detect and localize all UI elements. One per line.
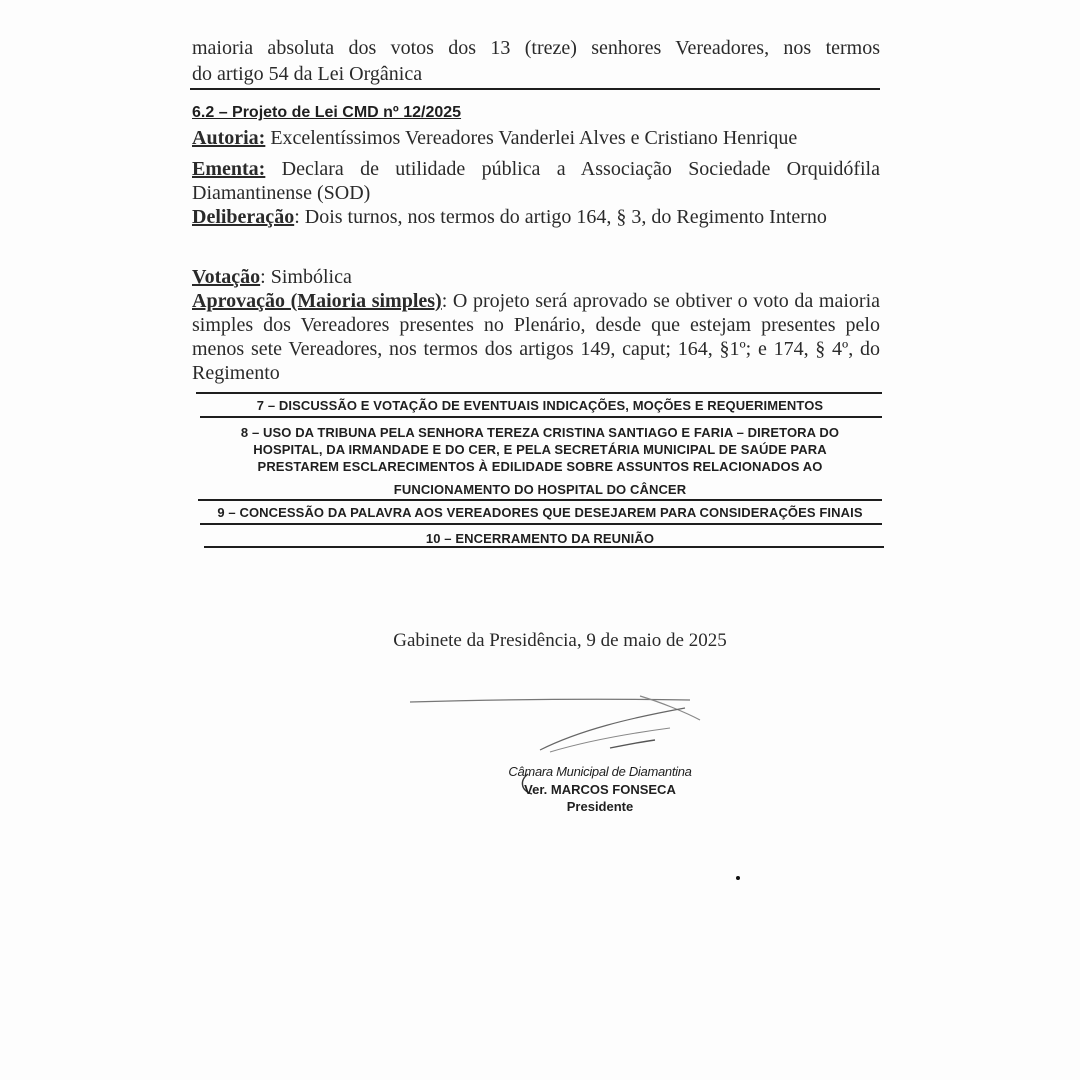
agenda-item-7: 7 – DISCUSSÃO E VOTAÇÃO DE EVENTUAIS INDICAÇÕES, MOÇÕES E REQUERIMENTOS <box>256 398 824 413</box>
agenda-item-8-line-4: FUNCIONAMENTO DO HOSPITAL DO CÂNCER <box>393 482 687 497</box>
deliberacao-text: : Dois turnos, nos termos do artigo 164, § 3, do Regimento Interno <box>294 206 827 228</box>
autoria-label: Autoria: <box>192 127 266 149</box>
place-date: Gabinete da Presidência, 9 de maio de 2025 <box>393 630 727 651</box>
deliberacao-row <box>192 205 880 229</box>
votacao-label: Votação <box>192 266 261 288</box>
stamp-chamber-name: Câmara Municipal de Diamantina <box>508 764 692 779</box>
agenda-item-8-line-2: HOSPITAL, DA IRMANDADE E DO CER, E PELA SECRETÁRIA MUNICIPAL DE SAÚDE PARA <box>253 442 827 457</box>
divider-line <box>196 392 882 394</box>
autoria-row <box>192 126 880 150</box>
intro-line-1: maioria absoluta dos votos dos 13 (treze) senhores Vereadores, nos termos <box>192 37 880 59</box>
divider-line <box>190 88 880 90</box>
agenda-item-8-line-1: 8 – USO DA TRIBUNA PELA SENHORA TEREZA CRISTINA SANTIAGO E FARIA – DIRETORA DO <box>240 425 840 440</box>
deliberacao-label: Deliberação <box>192 206 295 228</box>
item-6-2-heading: 6.2 – Projeto de Lei CMD nº 12/2025 <box>192 104 462 121</box>
ementa-text: Declara de utilidade pública a Associação Sociedade Orquidófila Diamantinense (SOD) <box>192 158 880 204</box>
aprovacao-text: : O projeto será aprovado se obtiver o voto da maioria simples dos Vereadores presentes no Plenário, desde que estejam presentes pelo menos sete Vereadores, nos termos dos artigos 149, caput; 164, §1º; e 174, § 4º, do Regimento <box>192 290 880 384</box>
autoria-text: Excelentíssimos Vereadores Vanderlei Alves e Cristiano Henrique <box>265 127 798 149</box>
stray-mark <box>736 876 740 880</box>
divider-line <box>200 523 882 525</box>
aprovacao-row <box>192 289 880 385</box>
votacao-text: : Simbólica <box>260 266 352 288</box>
divider-line <box>204 546 884 548</box>
agenda-item-9: 9 – CONCESSÃO DA PALAVRA AOS VEREADORES QUE DESEJAREM PARA CONSIDERAÇÕES FINAIS <box>217 505 863 520</box>
agenda-item-10: 10 – ENCERRAMENTO DA REUNIÃO <box>425 531 655 546</box>
votacao-row <box>192 265 880 289</box>
divider-line <box>200 416 882 418</box>
stamp-signer-role: Presidente <box>566 799 634 814</box>
aprovacao-label: Aprovação (Maioria simples) <box>192 290 442 312</box>
divider-line <box>198 499 882 501</box>
ementa-row <box>192 157 880 205</box>
intro-line-2: do artigo 54 da Lei Orgânica <box>192 63 423 85</box>
stamp-signer-name: Ver. MARCOS FONSECA <box>524 782 676 797</box>
ementa-label: Ementa: <box>192 158 266 180</box>
agenda-item-8-line-3: PRESTAREM ESCLARECIMENTOS À EDILIDADE SOBRE ASSUNTOS RELACIONADOS AO <box>257 459 823 474</box>
